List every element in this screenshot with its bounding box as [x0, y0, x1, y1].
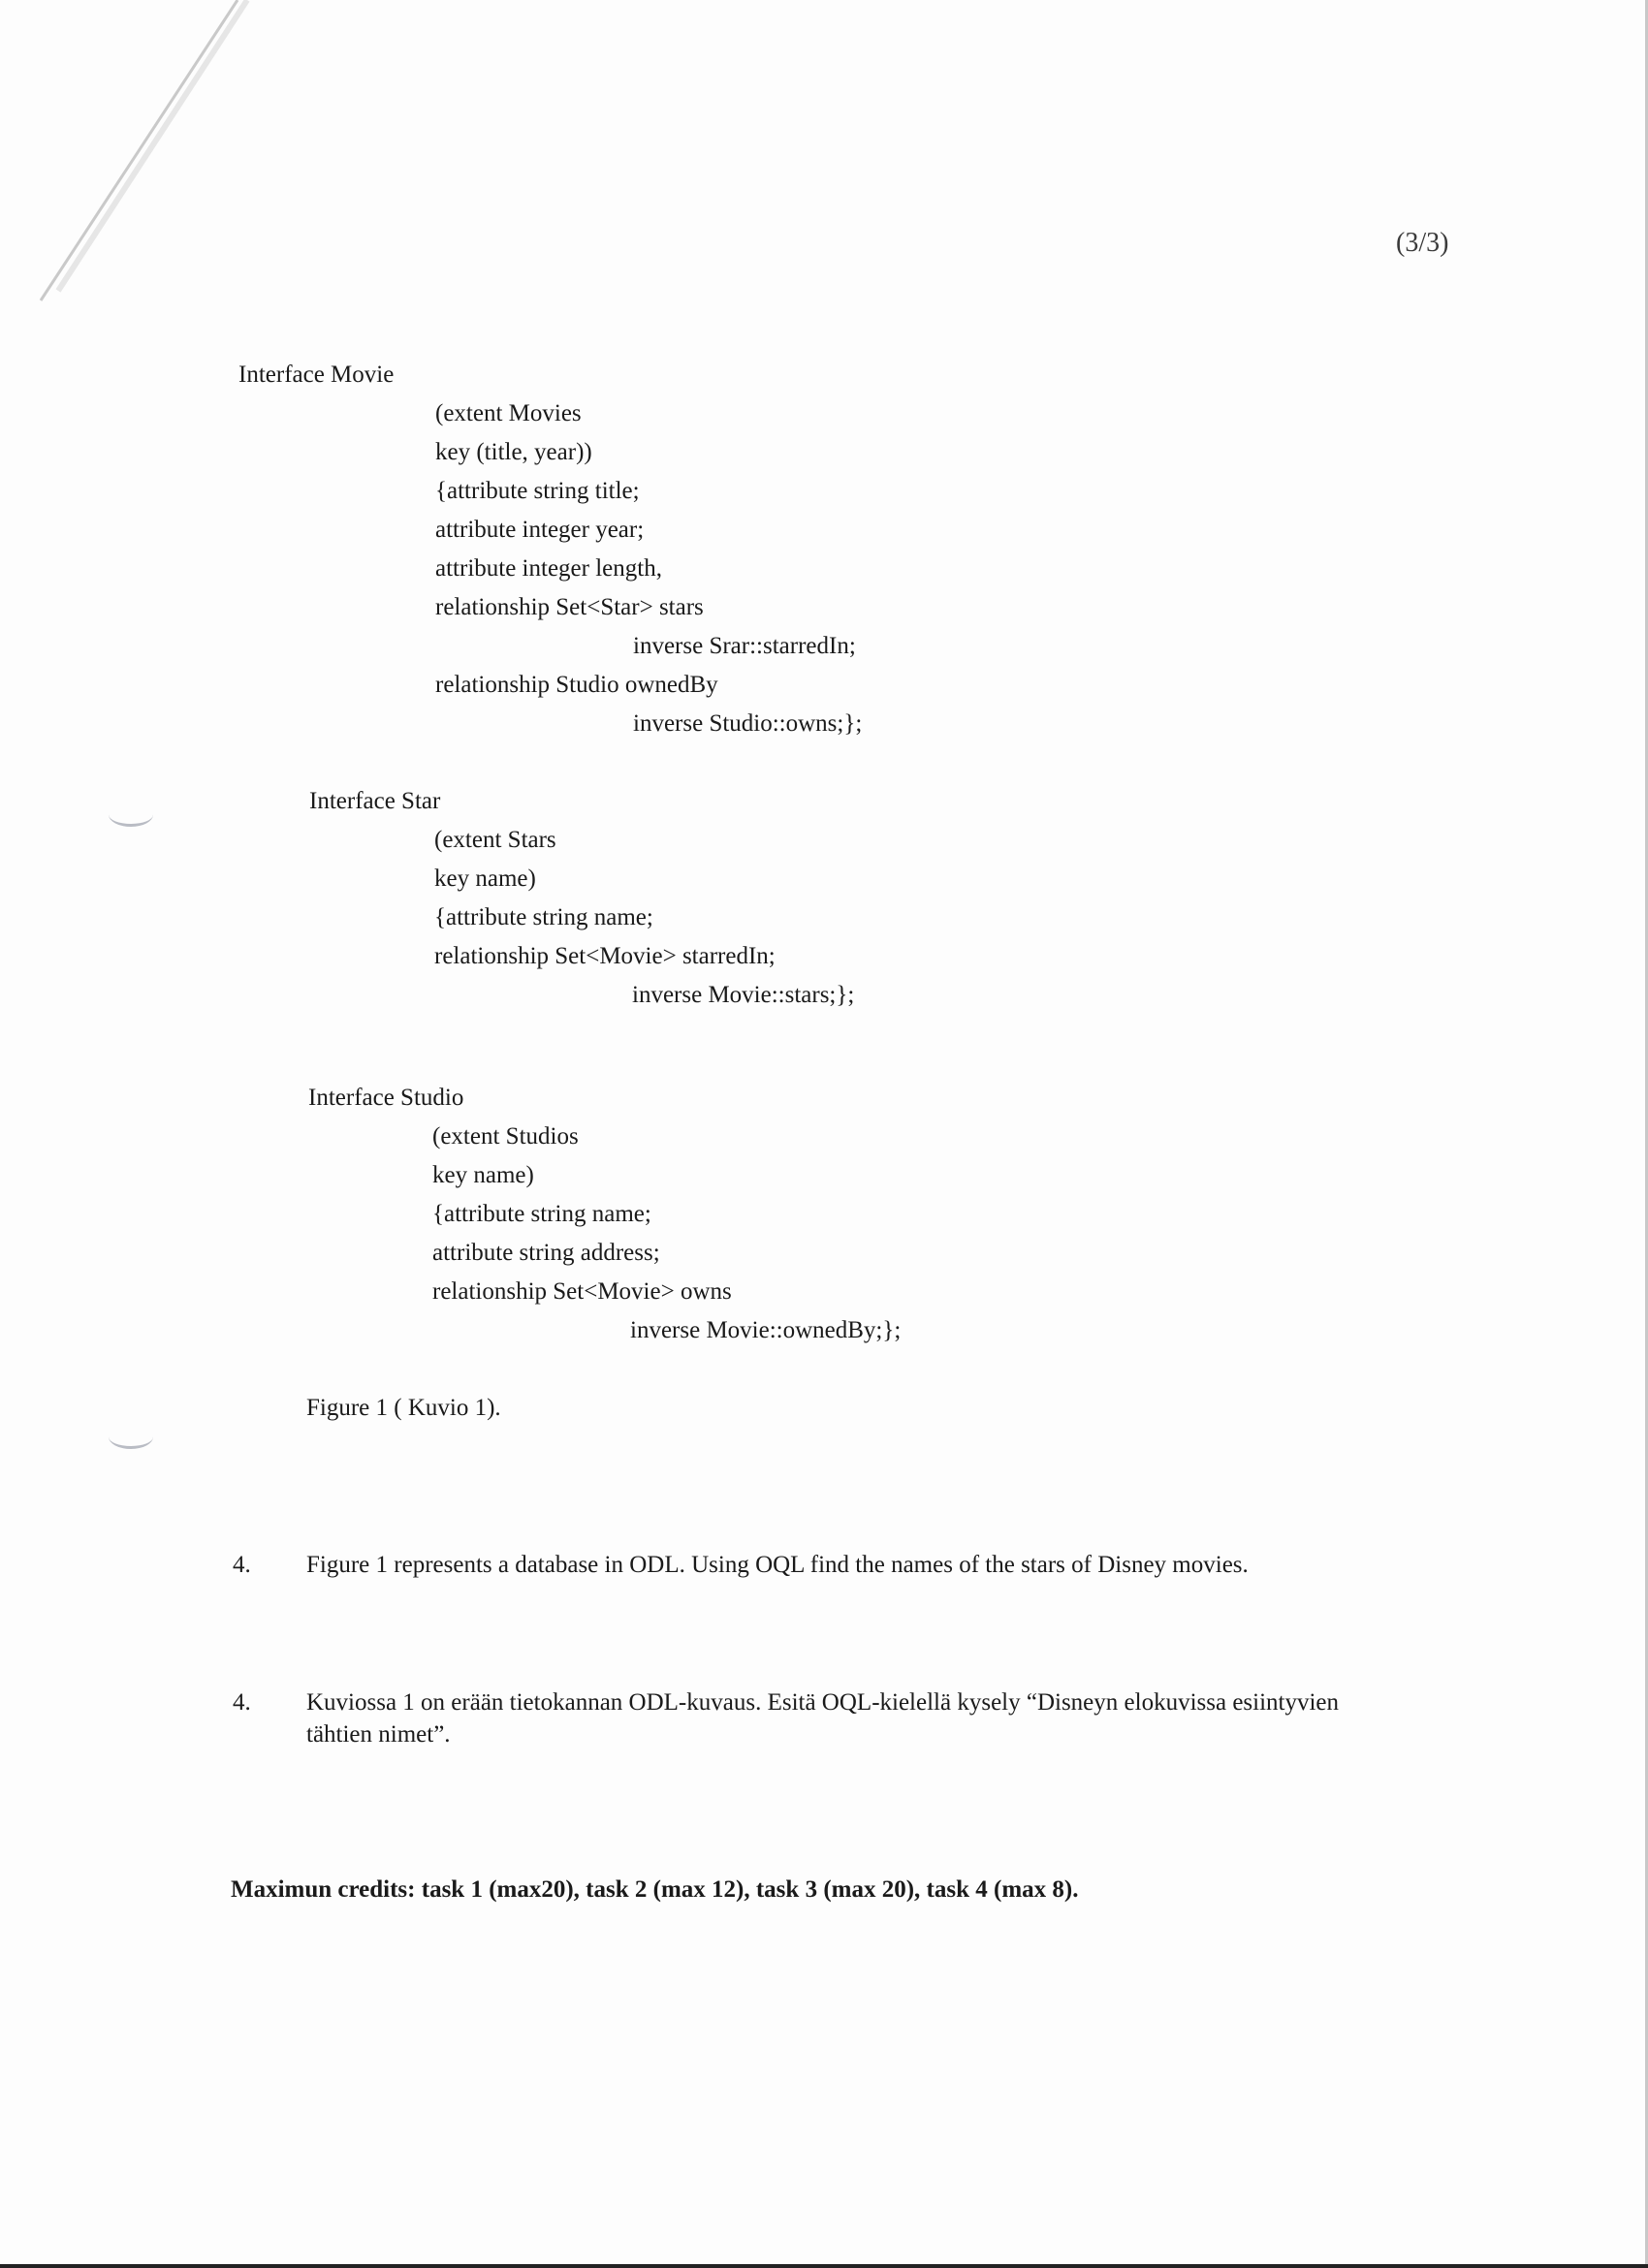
page-number: (3/3) [1396, 228, 1449, 258]
task-text: Kuviossa 1 on erään tietokannan ODL-kuvaus. Esitä OQL-kielellä kysely “Disneyn elokuvissa esiintyvien tähtien nimet”. [306, 1689, 1340, 1748]
code-line: relationship Set<Movie> owns [432, 1278, 732, 1305]
code-line: relationship Set<Movie> starredIn; [434, 943, 776, 969]
code-line: attribute string address; [432, 1240, 660, 1266]
code-line: relationship Set<Star> stars [435, 594, 704, 620]
code-line: {attribute string name; [432, 1201, 651, 1227]
code-line: inverse Movie::ownedBy;}; [630, 1317, 902, 1343]
code-line: (extent Studios [432, 1123, 579, 1150]
task-number: 4. [233, 1552, 251, 1578]
code-line: key (title, year)) [435, 439, 592, 465]
code-line: (extent Stars [434, 827, 556, 853]
code-line: attribute integer length, [435, 555, 662, 582]
task-text: Figure 1 represents a database in ODL. Using OQL find the names of the stars of Disney movies. [306, 1552, 1249, 1578]
punch-hole-mark [109, 803, 153, 827]
code-line: relationship Studio ownedBy [435, 672, 718, 698]
code-line: attribute integer year; [435, 517, 645, 543]
scan-fold-line [29, 0, 252, 310]
max-credits: Maximun credits: task 1 (max20), task 2 (max 12), task 3 (max 20), task 4 (max 8). [231, 1876, 1079, 1903]
code-line: inverse Movie::stars;}; [632, 982, 855, 1008]
task-number: 4. [233, 1689, 251, 1716]
code-line: {attribute string name; [434, 904, 653, 930]
code-line: Interface Star [309, 788, 441, 814]
code-line: Interface Studio [308, 1085, 464, 1111]
figure-caption: Figure 1 ( Kuvio 1). [306, 1395, 501, 1421]
code-line: inverse Srar::starredIn; [633, 633, 856, 659]
punch-hole-mark [109, 1425, 153, 1449]
code-line: key name) [432, 1162, 534, 1188]
code-line: key name) [434, 866, 536, 892]
code-line: Interface Movie [238, 362, 395, 388]
scan-bottom-edge [0, 2264, 1648, 2268]
code-line: {attribute string title; [435, 478, 640, 504]
code-line: inverse Studio::owns;}; [633, 710, 863, 737]
code-line: (extent Movies [435, 400, 582, 426]
